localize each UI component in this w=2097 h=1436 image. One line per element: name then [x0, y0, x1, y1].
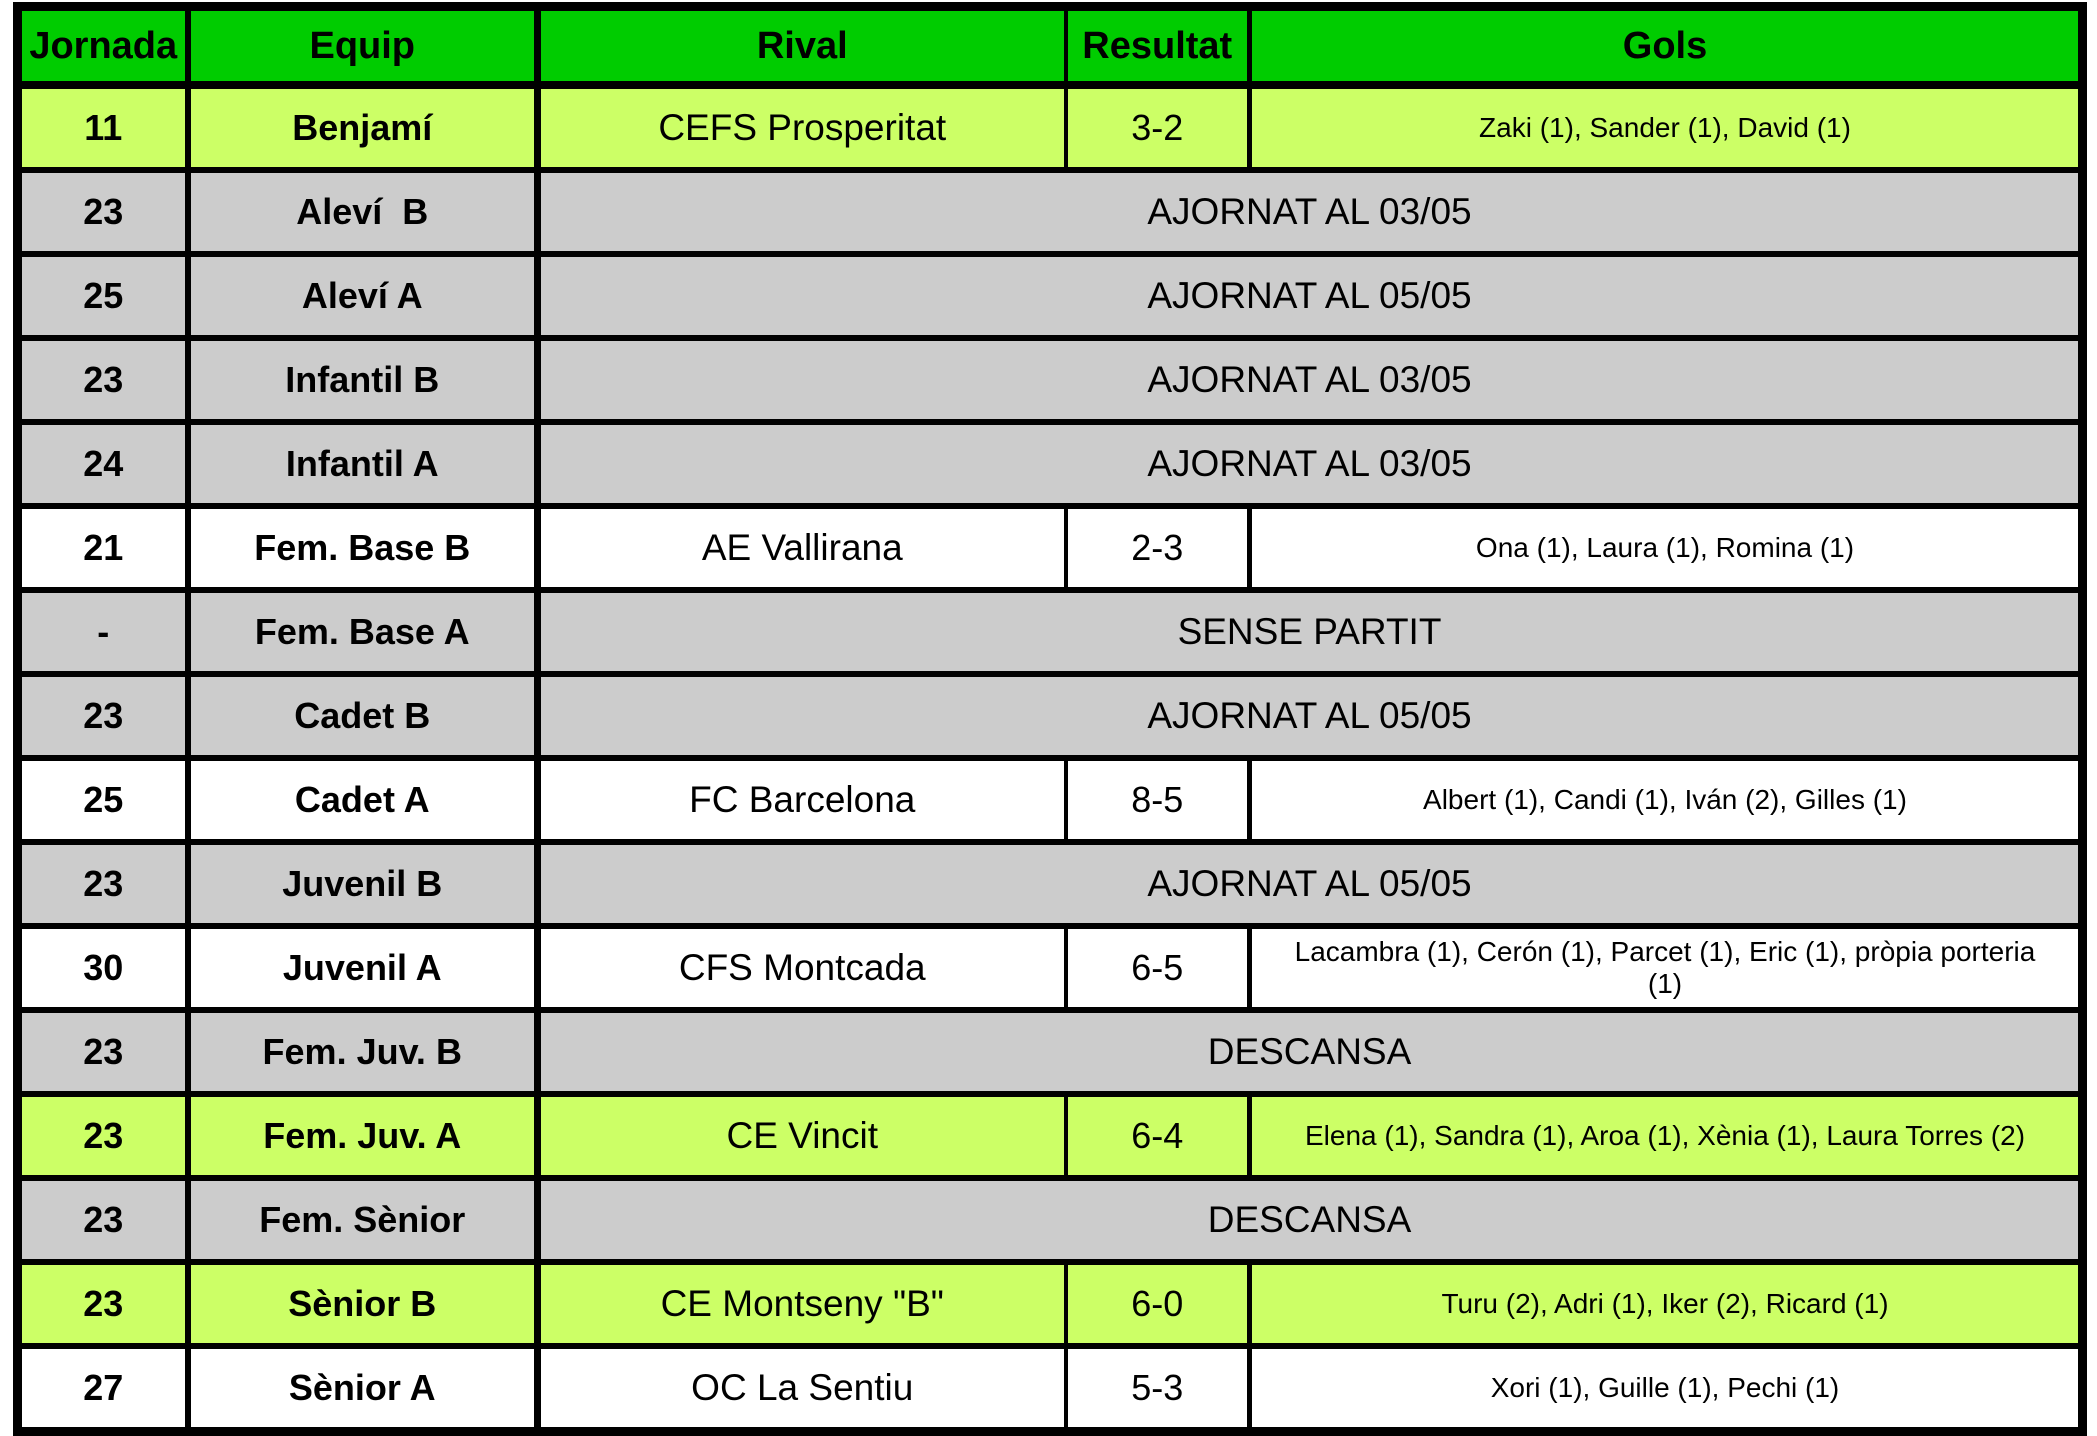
status-cell: AJORNAT AL 05/05	[538, 842, 2083, 926]
row-fem-base-b	[18, 506, 2083, 590]
row-cadet-a	[18, 758, 2083, 842]
header-jornada: Jornada	[18, 7, 188, 86]
row-fem-juv-a	[18, 1094, 2083, 1178]
equip-cell: Aleví A	[188, 254, 538, 338]
equip-cell: Fem. Base B	[188, 506, 538, 590]
rival-cell: CE Montseny "B"	[538, 1262, 1066, 1346]
gols-cell: Zaki (1), Sander (1), David (1)	[1250, 85, 2083, 170]
row-benjami	[18, 85, 2083, 170]
equip-cell: Cadet B	[188, 674, 538, 758]
jornada-cell: 23	[18, 170, 188, 254]
resultat-cell: 8-5	[1066, 758, 1250, 842]
row-fem-juv-b	[18, 1010, 2083, 1094]
rival-cell: CE Vincit	[538, 1094, 1066, 1178]
resultat-cell: 3-2	[1066, 85, 1250, 170]
row-fem-base-a	[18, 590, 2083, 674]
status-cell: AJORNAT AL 05/05	[538, 254, 2083, 338]
jornada-cell: -	[18, 590, 188, 674]
rival-cell: CEFS Prosperitat	[538, 85, 1066, 170]
resultat-cell: 5-3	[1066, 1346, 1250, 1432]
header-equip: Equip	[188, 7, 538, 86]
equip-cell: Aleví B	[188, 170, 538, 254]
status-cell: AJORNAT AL 03/05	[538, 338, 2083, 422]
resultat-cell: 6-4	[1066, 1094, 1250, 1178]
jornada-cell: 23	[18, 674, 188, 758]
row-alevi-a	[18, 254, 2083, 338]
jornada-cell: 24	[18, 422, 188, 506]
gols-cell: Xori (1), Guille (1), Pechi (1)	[1250, 1346, 2083, 1432]
results-table	[13, 2, 2087, 1436]
rival-cell: FC Barcelona	[538, 758, 1066, 842]
status-cell: AJORNAT AL 05/05	[538, 674, 2083, 758]
rival-cell: CFS Montcada	[538, 926, 1066, 1010]
status-cell: SENSE PARTIT	[538, 590, 2083, 674]
jornada-cell: 30	[18, 926, 188, 1010]
gols-cell: Ona (1), Laura (1), Romina (1)	[1250, 506, 2083, 590]
header-rival: Rival	[538, 7, 1066, 86]
row-infantil-a	[18, 422, 2083, 506]
equip-cell: Cadet A	[188, 758, 538, 842]
row-infantil-b	[18, 338, 2083, 422]
equip-cell: Juvenil A	[188, 926, 538, 1010]
equip-cell: Fem. Sènior	[188, 1178, 538, 1262]
jornada-cell: 11	[18, 85, 188, 170]
equip-cell: Fem. Juv. B	[188, 1010, 538, 1094]
rival-cell: AE Vallirana	[538, 506, 1066, 590]
jornada-cell: 23	[18, 338, 188, 422]
equip-cell: Fem. Base A	[188, 590, 538, 674]
status-cell: AJORNAT AL 03/05	[538, 422, 2083, 506]
resultat-cell: 6-0	[1066, 1262, 1250, 1346]
jornada-cell: 23	[18, 1094, 188, 1178]
jornada-cell: 23	[18, 1178, 188, 1262]
equip-cell: Sènior B	[188, 1262, 538, 1346]
equip-cell: Infantil A	[188, 422, 538, 506]
jornada-cell: 23	[18, 1262, 188, 1346]
row-fem-senior	[18, 1178, 2083, 1262]
header-row	[18, 7, 2083, 86]
equip-cell: Juvenil B	[188, 842, 538, 926]
row-juvenil-a	[18, 926, 2083, 1010]
row-juvenil-b	[18, 842, 2083, 926]
gols-cell: Albert (1), Candi (1), Iván (2), Gilles (1)	[1250, 758, 2083, 842]
status-cell: AJORNAT AL 03/05	[538, 170, 2083, 254]
header-resultat: Resultat	[1066, 7, 1250, 86]
resultat-cell: 6-5	[1066, 926, 1250, 1010]
resultat-cell: 2-3	[1066, 506, 1250, 590]
header-gols: Gols	[1250, 7, 2083, 86]
row-alevi-b	[18, 170, 2083, 254]
jornada-cell: 25	[18, 758, 188, 842]
jornada-cell: 23	[18, 842, 188, 926]
jornada-cell: 23	[18, 1010, 188, 1094]
jornada-cell: 27	[18, 1346, 188, 1432]
gols-cell: Turu (2), Adri (1), Iker (2), Ricard (1)	[1250, 1262, 2083, 1346]
status-cell: DESCANSA	[538, 1010, 2083, 1094]
jornada-cell: 21	[18, 506, 188, 590]
status-cell: DESCANSA	[538, 1178, 2083, 1262]
row-cadet-b	[18, 674, 2083, 758]
gols-cell: Elena (1), Sandra (1), Aroa (1), Xènia (1), Laura Torres (2)	[1250, 1094, 2083, 1178]
equip-cell: Fem. Juv. A	[188, 1094, 538, 1178]
row-senior-b	[18, 1262, 2083, 1346]
jornada-cell: 25	[18, 254, 188, 338]
gols-cell: Lacambra (1), Cerón (1), Parcet (1), Eric (1), pròpia porteria (1)	[1250, 926, 2083, 1010]
row-senior-a	[18, 1346, 2083, 1432]
rival-cell: OC La Sentiu	[538, 1346, 1066, 1432]
equip-cell: Infantil B	[188, 338, 538, 422]
equip-cell: Benjamí	[188, 85, 538, 170]
equip-cell: Sènior A	[188, 1346, 538, 1432]
